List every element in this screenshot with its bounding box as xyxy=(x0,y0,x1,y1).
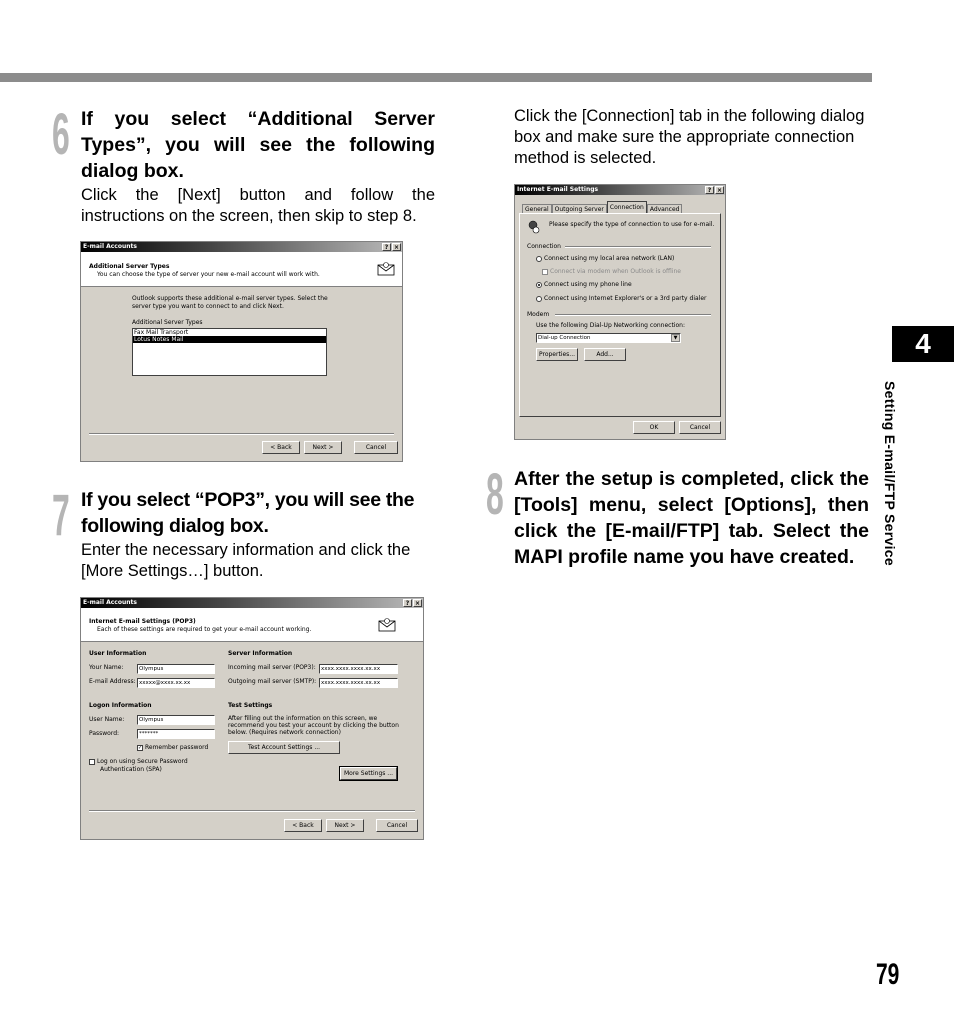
close-button[interactable]: × xyxy=(716,187,723,194)
back-button[interactable]: < Back xyxy=(284,819,322,832)
test-text-3: below. (Requires network connection) xyxy=(228,729,341,736)
spa-checkbox[interactable] xyxy=(89,758,188,765)
header-subtitle: You can choose the type of server your new e-mail account will work with. xyxy=(97,271,320,278)
modem-group-label: Modem xyxy=(527,311,550,318)
radio-lan-label: Connect using my local area network (LAN) xyxy=(544,255,675,262)
header-title: Additional Server Types xyxy=(89,263,170,270)
help-button[interactable]: ? xyxy=(403,599,412,607)
password-label: Password: xyxy=(89,730,120,737)
password-input[interactable]: ******* xyxy=(137,729,215,739)
your-name-input[interactable]: Olympus xyxy=(137,664,215,674)
server-info-heading: Server Information xyxy=(228,650,293,657)
help-button[interactable]: ? xyxy=(382,243,391,251)
test-account-settings-button[interactable]: Test Account Settings ... xyxy=(228,741,340,754)
spa-label-2: Authentication (SPA) xyxy=(100,766,162,773)
tab-strip xyxy=(522,203,682,213)
next-button[interactable]: Next > xyxy=(326,819,364,832)
dialog-titlebar xyxy=(81,242,402,252)
radio-phone-label: Connect using my phone line xyxy=(544,281,632,288)
back-button[interactable]: < Back xyxy=(262,441,300,454)
list-item-selected[interactable]: Lotus Notes Mail xyxy=(133,336,326,343)
outgoing-server-input[interactable]: xxxx.xxxx.xxxx.xx.xx xyxy=(319,678,398,688)
tab-connection[interactable]: Connection xyxy=(607,201,647,214)
envelope-icon xyxy=(377,262,395,276)
next-button[interactable]: Next > xyxy=(304,441,342,454)
connection-prompt: Please specify the type of connection to use for e-mail. xyxy=(549,221,715,228)
tab-general[interactable]: General xyxy=(522,204,552,214)
list-item[interactable]: Fax Mail Transport xyxy=(134,329,189,336)
radio-selected-icon xyxy=(536,282,542,288)
add-button[interactable]: Add... xyxy=(584,348,626,361)
close-button[interactable]: × xyxy=(414,600,421,607)
info-text: Outlook supports these additional e-mail server types. Select the xyxy=(132,295,328,302)
test-text-2: recommend you test your account by clicking the button xyxy=(228,722,399,729)
radio-icon xyxy=(536,256,542,262)
ok-button[interactable]: OK xyxy=(633,421,675,434)
test-settings-heading: Test Settings xyxy=(228,702,273,709)
modem-fallback-label: Connect via modem when Outlook is offline xyxy=(550,268,681,275)
checkbox-checked-icon: ✓ xyxy=(138,744,143,751)
dialup-connection-select[interactable]: Dial-up Connection xyxy=(536,333,681,343)
header-title: Internet E-mail Settings (POP3) xyxy=(89,618,196,625)
dialup-label: Use the following Dial-Up Networking connection: xyxy=(536,322,685,329)
header-subtitle: Each of these settings are required to get your e-mail account working. xyxy=(97,626,312,633)
dialog-internet-email-settings xyxy=(514,184,726,440)
dialog-header-panel xyxy=(81,608,423,642)
cancel-button[interactable]: Cancel xyxy=(376,819,418,832)
envelope-icon xyxy=(378,618,396,632)
outgoing-label: Outgoing mail server (SMTP): xyxy=(228,678,317,685)
step-8-heading: After the setup is completed, click the [Tools] menu, select [Options], then click the [E-mail/FTP] tab. Select the MAPI profile name you have created. xyxy=(514,468,869,568)
cancel-button[interactable]: Cancel xyxy=(354,441,398,454)
spa-label: Log on using Secure Password xyxy=(97,758,188,765)
info-text-2: server type you want to connect to and click Next. xyxy=(132,303,284,310)
radio-ie-label: Connect using Internet Explorer's or a 3rd party dialer xyxy=(544,295,707,302)
chevron-down-icon[interactable]: ▼ xyxy=(671,334,680,342)
dialog-header-panel xyxy=(81,252,402,287)
dialog-title: Internet E-mail Settings xyxy=(517,186,599,193)
step-6-number: 6 xyxy=(52,102,70,167)
more-settings-button[interactable]: More Settings ... xyxy=(340,767,397,780)
divider xyxy=(555,314,711,316)
checkbox-icon xyxy=(542,269,548,275)
connection-note: Click the [Connection] tab in the following dialog box and make sure the appropriate connection method is selected. xyxy=(514,107,865,167)
step-8-number: 8 xyxy=(486,462,504,527)
dialog-pop3-settings xyxy=(80,597,424,840)
dialog-title: E-mail Accounts xyxy=(83,243,137,250)
divider xyxy=(89,810,415,812)
step-6-heading: If you select “Additional Server Types”, you will see the following dialog box. xyxy=(81,108,435,182)
user-info-heading: User Information xyxy=(89,650,147,657)
logon-info-heading: Logon Information xyxy=(89,702,152,709)
page-number: 79 xyxy=(876,958,900,991)
divider xyxy=(89,433,394,435)
list-label: Additional Server Types xyxy=(132,319,203,326)
dialog-title: E-mail Accounts xyxy=(83,599,137,606)
dialog-titlebar xyxy=(515,185,725,195)
radio-phone-line[interactable] xyxy=(536,281,632,288)
user-name-input[interactable]: Olympus xyxy=(137,715,215,725)
step-8 xyxy=(514,466,869,570)
cancel-button[interactable]: Cancel xyxy=(679,421,721,434)
step-7-body: Enter the necessary information and click the [More Settings…] button. xyxy=(81,541,411,580)
radio-lan[interactable] xyxy=(536,255,674,262)
dialog-additional-server-types xyxy=(80,241,403,462)
step-7-number: 7 xyxy=(52,483,70,548)
remember-password-checkbox[interactable] xyxy=(137,744,208,751)
checkbox-modem-fallback xyxy=(542,268,681,275)
user-name-label: User Name: xyxy=(89,716,125,723)
email-input[interactable]: xxxxx@xxxx.xx.xx xyxy=(137,678,215,688)
divider xyxy=(565,246,711,248)
incoming-label: Incoming mail server (POP3): xyxy=(228,664,316,671)
email-label: E-mail Address: xyxy=(89,678,136,685)
step-6 xyxy=(81,106,435,227)
close-button[interactable]: × xyxy=(393,244,400,251)
network-globe-icon xyxy=(528,220,540,234)
step-7-heading: If you select “POP3”, you will see the following dialog box. xyxy=(81,489,415,537)
test-text-1: After filling out the information on this screen, we xyxy=(228,715,378,722)
radio-icon xyxy=(536,296,542,302)
step-6-body: Click the [Next] button and follow the instructions on the screen, then skip to step 8. xyxy=(81,186,435,225)
your-name-label: Your Name: xyxy=(89,664,124,671)
radio-ie-dialer[interactable] xyxy=(536,295,707,302)
properties-button[interactable]: Properties... xyxy=(536,348,578,361)
remember-password-label: Remember password xyxy=(145,744,209,751)
tab-outgoing-server[interactable]: Outgoing Server xyxy=(552,204,607,214)
help-button[interactable]: ? xyxy=(705,186,714,194)
section-side-title: Setting E-mail/FTP Service xyxy=(882,381,898,566)
top-rule xyxy=(0,73,872,82)
step-7 xyxy=(81,487,437,582)
server-type-list[interactable] xyxy=(132,328,327,376)
connection-group-label: Connection xyxy=(527,243,561,250)
checkbox-icon xyxy=(89,759,95,765)
tab-advanced[interactable]: Advanced xyxy=(647,204,683,214)
chapter-tab: 4 xyxy=(892,326,954,362)
incoming-server-input[interactable]: xxxx.xxxx.xxxx.xx.xx xyxy=(319,664,398,674)
dialog-titlebar xyxy=(81,598,423,608)
